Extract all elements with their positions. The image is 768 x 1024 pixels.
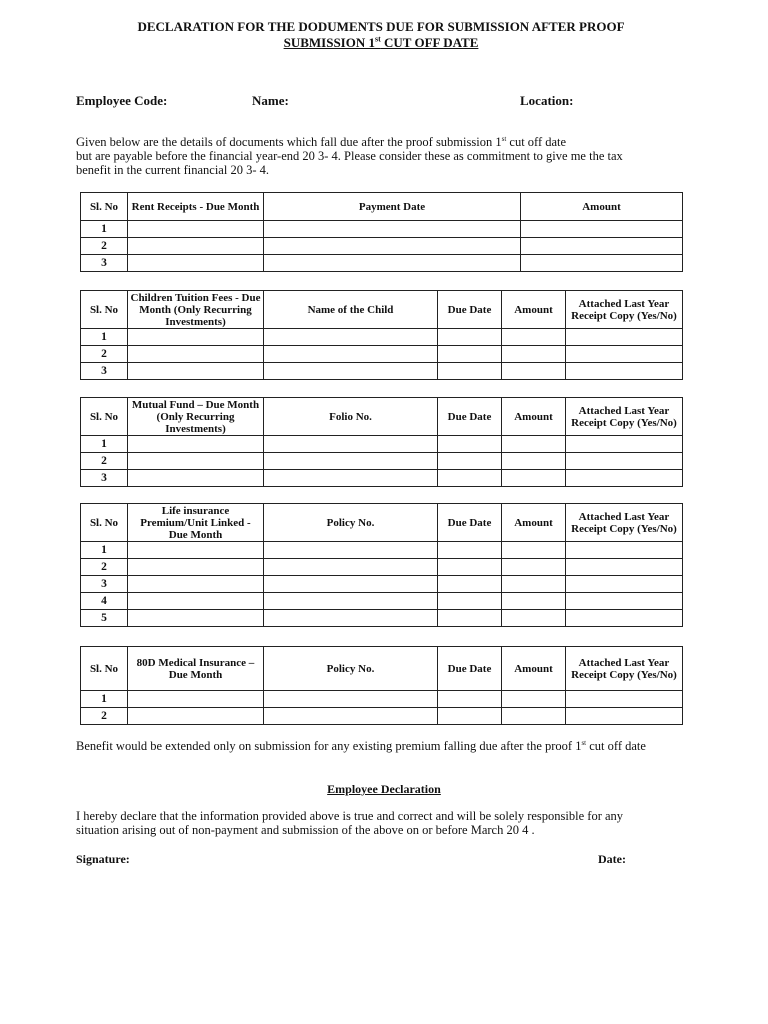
- declaration-line-1: I hereby declare that the information provided above is true and correct and will be solely responsible for any: [76, 809, 624, 823]
- title-line-2: [60, 35, 702, 51]
- entry-cell[interactable]: [264, 453, 438, 470]
- mutual-fund-table: [80, 397, 683, 487]
- serial-number-cell: 2: [81, 238, 128, 255]
- column-header: Due Date: [438, 647, 502, 691]
- column-header: Sl. No: [81, 504, 128, 542]
- table-row: [81, 436, 683, 453]
- table-header-row: [81, 193, 683, 221]
- column-header: Sl. No: [81, 647, 128, 691]
- note-text: Benefit would be extended only on submission for any existing premium falling due after the proof 1: [76, 739, 582, 753]
- employee-code-label: Employee Code:: [76, 93, 168, 108]
- entry-cell[interactable]: [521, 221, 683, 238]
- serial-number-cell: 4: [81, 593, 128, 610]
- serial-number-cell: 1: [81, 436, 128, 453]
- entry-cell[interactable]: [264, 576, 438, 593]
- entry-cell[interactable]: [264, 691, 438, 708]
- column-header: Policy No.: [264, 504, 438, 542]
- entry-cell[interactable]: [128, 221, 264, 238]
- table-row: [81, 691, 683, 708]
- entry-cell[interactable]: [264, 470, 438, 487]
- table-header-row: [81, 398, 683, 436]
- entry-cell[interactable]: [264, 559, 438, 576]
- title-line-2-text: SUBMISSION 1: [283, 35, 375, 50]
- serial-number-cell: 2: [81, 559, 128, 576]
- entry-cell[interactable]: [566, 576, 683, 593]
- entry-cell[interactable]: [128, 708, 264, 725]
- entry-cell[interactable]: [502, 329, 566, 346]
- column-header: Due Date: [438, 504, 502, 542]
- serial-number-cell: 1: [81, 542, 128, 559]
- tuition-fees-table: [80, 290, 683, 380]
- table-row: [81, 238, 683, 255]
- intro-line-1-tail: cut off date: [506, 135, 567, 149]
- column-header: Amount: [502, 398, 566, 436]
- intro-line-1: [76, 135, 696, 149]
- column-header: Sl. No: [81, 398, 128, 436]
- entry-cell[interactable]: [502, 691, 566, 708]
- serial-number-cell: 1: [81, 691, 128, 708]
- table-row: [81, 255, 683, 272]
- entry-cell[interactable]: [128, 346, 264, 363]
- entry-cell[interactable]: [502, 610, 566, 627]
- entry-cell[interactable]: [566, 436, 683, 453]
- entry-cell[interactable]: [438, 559, 502, 576]
- column-header: Attached Last Year Receipt Copy (Yes/No): [566, 398, 683, 436]
- entry-cell[interactable]: [438, 363, 502, 380]
- entry-cell[interactable]: [438, 329, 502, 346]
- serial-number-cell: 3: [81, 576, 128, 593]
- entry-cell[interactable]: [264, 363, 438, 380]
- employee-declaration-heading: Employee Declaration: [327, 782, 441, 796]
- table-header-row: [81, 647, 683, 691]
- medical-insurance-table: [80, 646, 683, 725]
- declaration-line-2: situation arising out of non-payment and submission of the above on or before March 20 4 .: [76, 823, 535, 837]
- entry-cell[interactable]: [128, 329, 264, 346]
- entry-cell[interactable]: [502, 453, 566, 470]
- entry-cell[interactable]: [566, 691, 683, 708]
- entry-cell[interactable]: [264, 610, 438, 627]
- entry-cell[interactable]: [502, 708, 566, 725]
- intro-superscript: st: [501, 134, 507, 143]
- location-label: Location:: [520, 93, 574, 108]
- entry-cell[interactable]: [502, 346, 566, 363]
- column-header: Amount: [502, 504, 566, 542]
- column-header: Sl. No: [81, 291, 128, 329]
- column-header: Folio No.: [264, 398, 438, 436]
- entry-cell[interactable]: [438, 470, 502, 487]
- entry-cell[interactable]: [438, 453, 502, 470]
- title-superscript: st: [374, 34, 381, 44]
- column-header: Mutual Fund – Due Month (Only Recurring Investments): [128, 398, 264, 436]
- entry-cell[interactable]: [128, 436, 264, 453]
- serial-number-cell: 1: [81, 221, 128, 238]
- column-header: Rent Receipts - Due Month: [128, 193, 264, 221]
- entry-cell[interactable]: [128, 542, 264, 559]
- entry-cell[interactable]: [502, 363, 566, 380]
- table-row: [81, 576, 683, 593]
- title-line-2-tail: CUT OFF DATE: [380, 35, 479, 50]
- column-header: Attached Last Year Receipt Copy (Yes/No): [566, 504, 683, 542]
- entry-cell[interactable]: [566, 363, 683, 380]
- entry-cell[interactable]: [502, 593, 566, 610]
- entry-cell[interactable]: [566, 610, 683, 627]
- column-header: Amount: [502, 291, 566, 329]
- name-label: Name:: [252, 93, 289, 108]
- life-insurance-table: [80, 503, 683, 627]
- column-header: Amount: [502, 647, 566, 691]
- entry-cell[interactable]: [264, 255, 521, 272]
- note-superscript: st: [581, 738, 587, 747]
- table-row: [81, 610, 683, 627]
- column-header: Due Date: [438, 398, 502, 436]
- serial-number-cell: 1: [81, 329, 128, 346]
- column-header: Attached Last Year Receipt Copy (Yes/No): [566, 647, 683, 691]
- table-row: [81, 593, 683, 610]
- date-label: Date:: [598, 852, 626, 866]
- serial-number-cell: 5: [81, 610, 128, 627]
- column-header: Children Tuition Fees - Due Month (Only Recurring Investments): [128, 291, 264, 329]
- table-row: [81, 329, 683, 346]
- column-header: Due Date: [438, 291, 502, 329]
- entry-cell[interactable]: [502, 559, 566, 576]
- entry-cell[interactable]: [128, 576, 264, 593]
- column-header: Payment Date: [264, 193, 521, 221]
- entry-cell[interactable]: [128, 691, 264, 708]
- entry-cell[interactable]: [438, 610, 502, 627]
- entry-cell[interactable]: [264, 436, 438, 453]
- entry-cell[interactable]: [566, 346, 683, 363]
- declaration-paragraph: [76, 809, 686, 837]
- rent-receipts-table: [80, 192, 683, 272]
- column-header: Life insurance Premium/Unit Linked - Due Month: [128, 504, 264, 542]
- signature-label: Signature:: [76, 852, 130, 866]
- serial-number-cell: 2: [81, 708, 128, 725]
- table-row: [81, 346, 683, 363]
- column-header: Policy No.: [264, 647, 438, 691]
- entry-cell[interactable]: [438, 708, 502, 725]
- entry-cell[interactable]: [264, 238, 521, 255]
- entry-cell[interactable]: [128, 238, 264, 255]
- entry-cell[interactable]: [566, 329, 683, 346]
- entry-cell[interactable]: [264, 221, 521, 238]
- entry-cell[interactable]: [438, 436, 502, 453]
- entry-cell[interactable]: [566, 542, 683, 559]
- form-title: [60, 19, 702, 51]
- table-row: [81, 542, 683, 559]
- intro-paragraph: [76, 135, 696, 177]
- column-header: Name of the Child: [264, 291, 438, 329]
- entry-cell[interactable]: [438, 691, 502, 708]
- entry-cell[interactable]: [264, 593, 438, 610]
- entry-cell[interactable]: [438, 593, 502, 610]
- intro-line-2: but are payable before the financial year-end 20 3- 4. Please consider these as commitment to give me the tax: [76, 149, 623, 163]
- entry-cell[interactable]: [502, 436, 566, 453]
- entry-cell[interactable]: [502, 542, 566, 559]
- entry-cell[interactable]: [502, 470, 566, 487]
- table-row: [81, 470, 683, 487]
- table-header-row: [81, 291, 683, 329]
- entry-cell[interactable]: [128, 610, 264, 627]
- entry-cell[interactable]: [264, 542, 438, 559]
- intro-line-3: benefit in the current financial 20 3- 4.: [76, 163, 269, 177]
- serial-number-cell: 3: [81, 470, 128, 487]
- table-row: [81, 453, 683, 470]
- entry-cell[interactable]: [128, 363, 264, 380]
- entry-cell[interactable]: [128, 255, 264, 272]
- entry-cell[interactable]: [566, 559, 683, 576]
- entry-cell[interactable]: [128, 559, 264, 576]
- column-header: Sl. No: [81, 193, 128, 221]
- entry-cell[interactable]: [128, 453, 264, 470]
- entry-cell[interactable]: [502, 576, 566, 593]
- table-row: [81, 708, 683, 725]
- serial-number-cell: 2: [81, 453, 128, 470]
- column-header: Amount: [521, 193, 683, 221]
- title-line-1: DECLARATION FOR THE DODUMENTS DUE FOR SUBMISSION AFTER PROOF: [137, 19, 625, 34]
- entry-cell[interactable]: [438, 346, 502, 363]
- serial-number-cell: 3: [81, 363, 128, 380]
- table-row: [81, 363, 683, 380]
- entry-cell[interactable]: [566, 708, 683, 725]
- column-header: Attached Last Year Receipt Copy (Yes/No): [566, 291, 683, 329]
- table-row: [81, 559, 683, 576]
- serial-number-cell: 3: [81, 255, 128, 272]
- serial-number-cell: 2: [81, 346, 128, 363]
- entry-cell[interactable]: [566, 453, 683, 470]
- entry-cell[interactable]: [264, 346, 438, 363]
- entry-cell[interactable]: [566, 470, 683, 487]
- entry-cell[interactable]: [438, 542, 502, 559]
- intro-line-1-text: Given below are the details of documents which fall due after the proof submission 1: [76, 135, 502, 149]
- entry-cell[interactable]: [521, 255, 683, 272]
- entry-cell[interactable]: [438, 576, 502, 593]
- table-header-row: [81, 504, 683, 542]
- benefit-note: [76, 739, 696, 754]
- table-row: [81, 221, 683, 238]
- entry-cell[interactable]: [566, 593, 683, 610]
- column-header: 80D Medical Insurance – Due Month: [128, 647, 264, 691]
- entry-cell[interactable]: [128, 470, 264, 487]
- entry-cell[interactable]: [128, 593, 264, 610]
- entry-cell[interactable]: [264, 329, 438, 346]
- entry-cell[interactable]: [264, 708, 438, 725]
- entry-cell[interactable]: [521, 238, 683, 255]
- note-tail: cut off date: [586, 739, 646, 753]
